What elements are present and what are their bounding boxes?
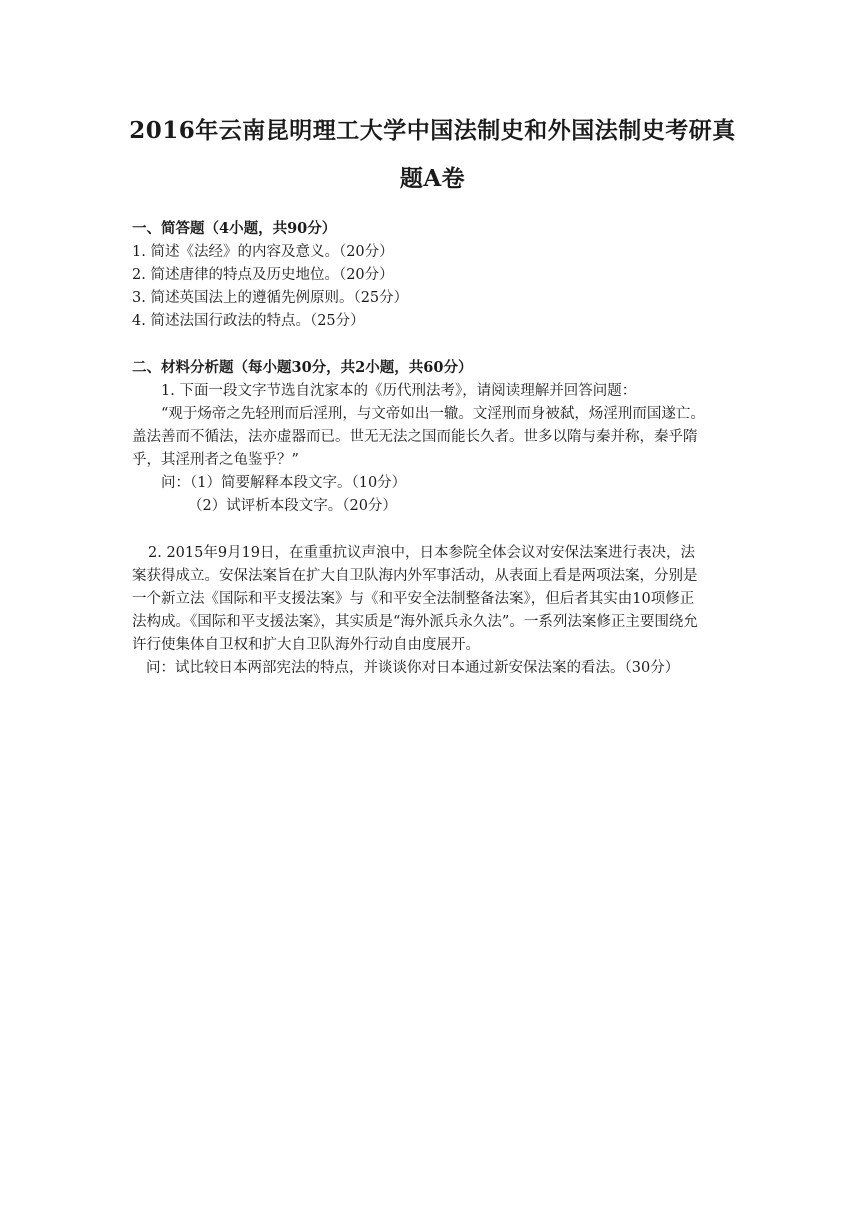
q1-ask-1: 问：（1）简要解释本段文字。（10分） — [161, 475, 407, 491]
document-title-line-1: 2016年云南昆明理工大学中国法制史和外国法制史考研真 — [129, 117, 736, 144]
q1-ask-2: （2）试评析本段文字。（20分） — [188, 498, 397, 514]
q1-quote-line-3: 乎，其淫刑者之龟鉴乎？” — [132, 452, 299, 468]
section1-item-4: 4. 简述法国行政法的特点。（25分） — [132, 313, 365, 329]
q1-quote-line-2: 盖法善而不循法，法亦虚器而已。世无无法之国而能长久者。世多以隋与秦并称，秦乎隋 — [132, 429, 698, 445]
q2-text-line-2: 案获得成立。安保法案旨在扩大自卫队海内外军事活动，从表面上看是两项法案，分别是 — [132, 568, 698, 584]
section2-heading: 二、材料分析题（每小题30分，共2小题，共60分） — [132, 359, 473, 376]
document-title-line-2: 题A卷 — [399, 165, 466, 192]
section1-item-3: 3. 简述英国法上的遵循先例原则。（25分） — [132, 290, 409, 306]
q2-text-line-4: 法构成。《国际和平支援法案》，其实质是“海外派兵永久法”。一系列法案修正主要围绕允 — [132, 614, 698, 630]
q2-text-line-3: 一个新立法《国际和平支援法案》与《和平安全法制整备法案》，但后者其实由10项修正 — [132, 591, 695, 607]
q2-ask: 问：试比较日本两部宪法的特点，并谈谈你对日本通过新安保法案的看法。（30分） — [146, 660, 680, 676]
q1-quote-line-1: “观于炀帝之先轻刑而后淫刑，与文帝如出一辙。文淫刑而身被弑，炀淫刑而国遂亡。 — [161, 406, 705, 422]
section1-item-1: 1. 简述《法经》的内容及意义。（20分） — [132, 244, 394, 260]
section1-item-2: 2. 简述唐律的特点及历史地位。（20分） — [132, 267, 394, 283]
q2-text-line-5: 许行使集体自卫权和扩大自卫队海外行动自由度展开。 — [132, 637, 480, 653]
q1-intro: 1. 下面一段文字节选自沈家本的《历代刑法考》，请阅读理解并回答问题： — [161, 383, 637, 399]
section1-heading: 一、简答题（4小题，共90分） — [132, 220, 337, 237]
q2-text-line-1: 2. 2015年9月19日，在重重抗议声浪中，日本参院全体会议对安保法案进行表决，法 — [148, 545, 696, 561]
